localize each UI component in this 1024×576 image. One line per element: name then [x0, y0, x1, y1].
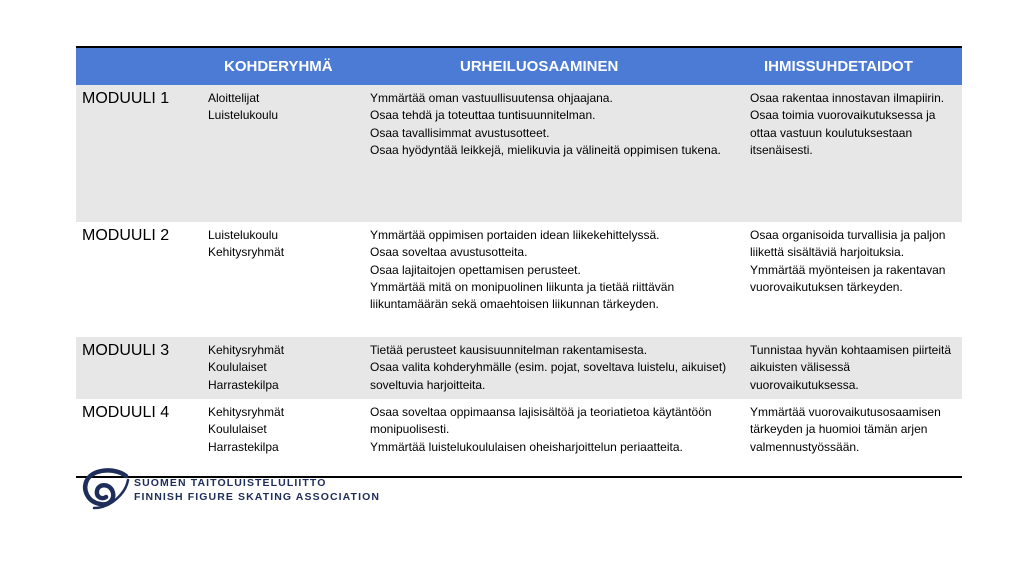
table-row — [76, 85, 962, 222]
sport-skill: Ymmärtää mitä on monipuolinen liikunta ja tietää riittävän liikuntamäärän sekä omaehtoisen liikunnan tärkeyden. — [370, 279, 675, 312]
people-skill: Tunnistaa hyvän kohtaamisen piirteitä aikuisten välisessä vuorovaikutuksessa. — [750, 343, 951, 392]
sport-skill: Osaa soveltaa oppimaansa lajisisältöä ja teoriatietoa käytäntöön monipuolisesti. — [370, 405, 712, 437]
sport-skill: Osaa lajitaitojen opettamisen perusteet. — [370, 262, 581, 277]
target-group: Luistelukoulu — [208, 228, 279, 242]
target-group: Kehitysryhmät — [208, 343, 285, 357]
header-sport-skills: URHEILUOSAAMINEN — [460, 58, 619, 75]
target-group: Aloittelijat — [208, 91, 260, 105]
sport-skill: Osaa tavallisimmat avustusotteet. — [370, 125, 550, 140]
association-logo — [82, 466, 382, 518]
module-table — [76, 46, 962, 478]
people-skills-cell — [746, 222, 962, 337]
sport-skill: Osaa valita kohderyhmälle (esim. pojat, soveltava luistelu, aikuiset) soveltuvia harjoitteita. — [370, 360, 727, 392]
sport-skill: Osaa tehdä ja toteuttaa tuntisuunnitelman. — [370, 108, 596, 123]
target-group-cell — [202, 337, 362, 399]
module-name: MODUULI 3 — [82, 342, 170, 359]
table-header-row — [76, 47, 962, 85]
sport-skill: Ymmärtää oppimisen portaiden idean liikekehittelyssä. — [370, 228, 660, 242]
sport-skills-cell — [362, 85, 746, 222]
header-people-skills: IHMISSUHDETAIDOT — [764, 58, 913, 75]
sport-skill: Osaa soveltaa avustusotteita. — [370, 245, 528, 260]
people-skill: Osaa rakentaa innostavan ilmapiirin. — [750, 91, 945, 105]
target-group: Kehitysryhmät — [208, 245, 285, 260]
sport-skill: Ymmärtää luistelukoululaisen oheisharjoittelun periaatteita. — [370, 439, 683, 454]
table-row — [76, 222, 962, 337]
target-group: Koululaiset — [208, 360, 267, 375]
people-skill: Osaa organisoida turvallisia ja paljon liikettä sisältäviä harjoituksia. — [750, 228, 946, 260]
target-group-cell — [202, 85, 362, 222]
sport-skills-cell — [362, 222, 746, 337]
people-skill: Ymmärtää vuorovaikutusosaamisen tärkeyden ja huomioi tämän arjen valmennustyössään. — [750, 405, 941, 454]
skating-swirl-logo-icon — [82, 466, 130, 510]
people-skills-cell — [746, 337, 962, 399]
module-name: MODUULI 1 — [82, 90, 170, 107]
target-group: Kehitysryhmät — [208, 405, 285, 419]
header-target-group: KOHDERYHMÄ — [224, 58, 333, 75]
module-name: MODUULI 4 — [82, 404, 170, 421]
target-group: Harrastekilpa — [208, 377, 279, 392]
sport-skill: Tietää perusteet kausisuunnitelman rakentamisesta. — [370, 343, 648, 357]
sport-skills-cell — [362, 337, 746, 399]
sport-skill: Osaa hyödyntää leikkejä, mielikuvia ja välineitä oppimisen tukena. — [370, 142, 721, 157]
association-name-fi: SUOMEN TAITOLUISTELULIITTO — [134, 477, 327, 489]
table-row — [76, 337, 962, 399]
sport-skills-cell — [362, 399, 746, 477]
target-group: Harrastekilpa — [208, 439, 279, 454]
association-name-en: FINNISH FIGURE SKATING ASSOCIATION — [134, 491, 381, 503]
header-module — [76, 47, 202, 85]
target-group: Koululaiset — [208, 422, 267, 437]
target-group-cell — [202, 222, 362, 337]
people-skill: Ymmärtää myönteisen ja rakentavan vuorovaikutuksen tärkeyden. — [750, 262, 946, 294]
target-group: Luistelukoulu — [208, 108, 279, 123]
people-skills-cell — [746, 399, 962, 477]
people-skills-cell — [746, 85, 962, 222]
sport-skill: Ymmärtää oman vastuullisuutensa ohjaajana. — [370, 91, 613, 105]
people-skill: Osaa toimia vuorovaikutuksessa ja ottaa vastuun koulutuksestaan itsenäisesti. — [750, 108, 936, 157]
module-name: MODUULI 2 — [82, 227, 170, 244]
